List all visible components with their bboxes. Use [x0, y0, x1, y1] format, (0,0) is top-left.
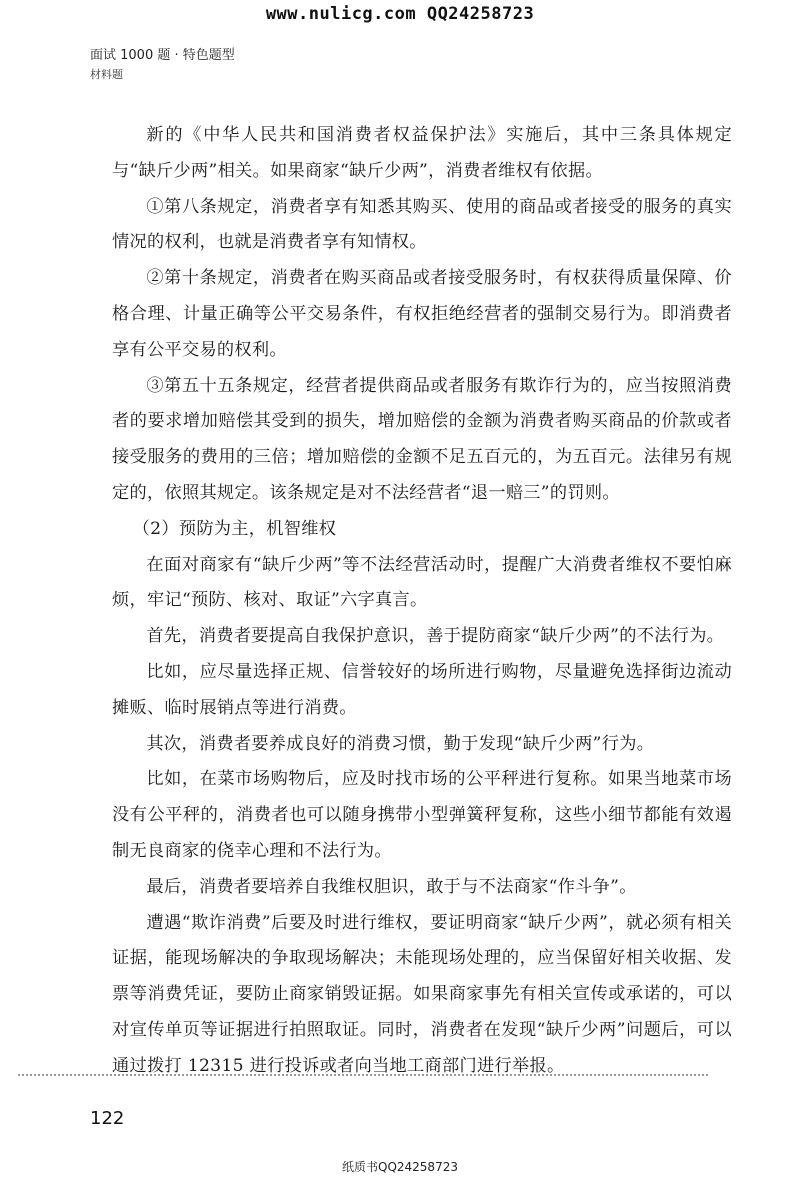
paragraph: 首先，消费者要提高自我保护意识，善于提防商家“缺斤少两”的不法行为。: [146, 626, 725, 647]
paragraph: 比如，应尽量选择正规、信誉较好的场所进行购物，尽量避免选择街边流动摊贩、临时展销点等进行消费。: [112, 661, 732, 718]
paragraph: 新的《中华人民共和国消费者权益保护法》实施后，其中三条具体规定与“缺斤少两”相关。如果商家“缺斤少两”，消费者维权有依据。: [112, 125, 732, 181]
paragraph: 最后，消费者要培养自我维权胆识，敢于与不法商家“作斗争”。: [146, 876, 637, 897]
paragraph: ③第五十五条规定，经营者提供商品或者服务有欺诈行为的，应当按照消费者的要求增加赔偿其受到的损失，增加赔偿的金额为消费者购买商品的价款或者接受服务的费用的三倍；增加赔偿的金额不足五百元的，为五百元。法律另有规定的，依照其规定。该条规定是对不法经营者“退一赔三”的罚则。: [112, 375, 732, 503]
paragraph: ②第十条规定，消费者在购买商品或者接受服务时，有权获得质量保障、价格合理、计量正确等公平交易条件，有权拒绝经营者的强制交易行为。即消费者享有公平交易的权利。: [112, 268, 732, 360]
top-watermark: www.nulicg.com QQ24258723: [265, 4, 535, 24]
paragraph: 比如，在菜市场购物后，应及时找市场的公平秤进行复称。如果当地菜市场没有公平秤的，消费者也可以随身携带小型弹簧秤复称，这些小细节都能有效遏制无良商家的侥幸心理和不法行为。: [112, 769, 732, 861]
body-text: [112, 118, 732, 1085]
running-header-subtitle: 材料题: [90, 68, 123, 81]
running-header-title: 面试 1000 题 · 特色题型: [90, 48, 235, 63]
bottom-watermark: 纸质书QQ24258723: [342, 1160, 458, 1174]
paragraph: 在面对商家有“缺斤少两”等不法经营活动时，提醒广大消费者维权不要怕麻烦，牢记“预防、核对、取证”六字真言。: [112, 554, 732, 611]
paragraph: 其次，消费者要养成良好的消费习惯，勤于发现“缺斤少两”行为。: [146, 733, 655, 754]
paragraph: 遭遇“欺诈消费”后要及时进行维权，要证明商家“缺斤少两”，就必须有相关证据，能现场解决的争取现场解决；未能现场处理的，应当保留好相关收据、发票等消费凭证，要防止商家销毁证据。如果商家事先有相关宣传或承诺的，可以对宣传单页等证据进行拍照取证。同时，消费者在发现“缺斤少两”问题后，可以通过拨打 12315 进行投诉或者向当地工商部门进行举报。: [112, 912, 732, 1076]
page-number: 122: [90, 1108, 125, 1129]
section-heading: （2）预防为主，机智维权: [132, 518, 337, 539]
scan-artifact-line: [18, 1074, 708, 1076]
paragraph: ①第八条规定，消费者享有知悉其购买、使用的商品或者接受的服务的真实情况的权利，也就是消费者享有知情权。: [112, 196, 732, 253]
